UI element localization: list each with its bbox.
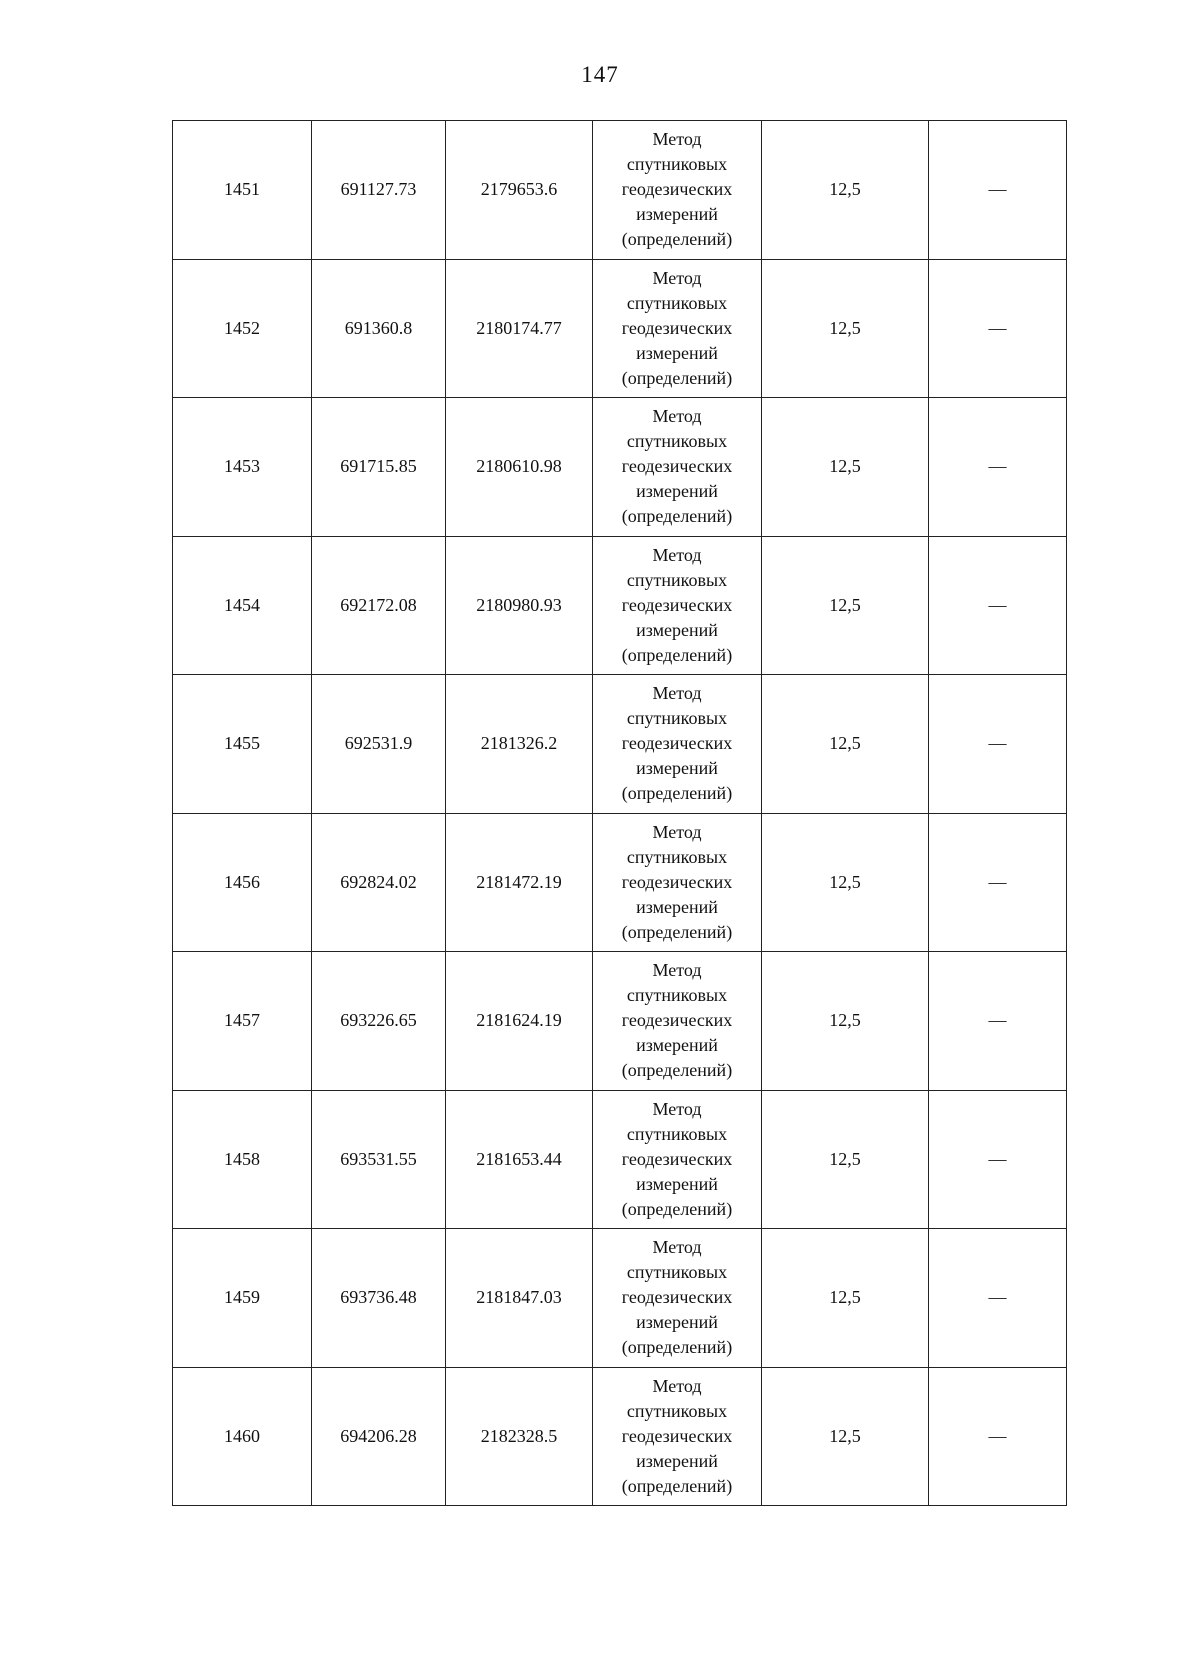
method-text-line: (определений) [621,921,733,942]
method-text-line: (определений) [621,506,733,527]
y-coordinate-cell: 2180610.98 [446,398,593,537]
method-text-line: Метод [652,683,702,704]
table-row [173,1367,1067,1506]
method-text-line: измерений [636,896,718,917]
note-cell: — [929,1229,1067,1368]
x-coordinate-cell: 693226.65 [312,952,446,1091]
table-row [173,398,1067,537]
table-body [173,121,1067,1506]
x-coordinate-cell: 691360.8 [312,259,446,398]
method-text-line: Метод [652,544,702,565]
method-text-line: геодезических [621,1010,733,1031]
point-number-cell: 1457 [173,952,312,1091]
method-text-line: (определений) [621,644,733,665]
x-coordinate-cell: 692531.9 [312,675,446,814]
y-coordinate-cell: 2181472.19 [446,813,593,952]
method-text-line: геодезических [621,1425,733,1446]
accuracy-cell: 12,5 [762,952,929,1091]
method-text-line: измерений [636,619,718,640]
method-text-line: Метод [652,1237,702,1258]
accuracy-cell: 12,5 [762,398,929,537]
method-text-line: спутниковых [626,708,728,729]
x-coordinate-cell: 692172.08 [312,536,446,675]
method-text-line: спутниковых [626,569,728,590]
accuracy-cell: 12,5 [762,1090,929,1229]
x-coordinate-cell: 694206.28 [312,1367,446,1506]
table-row [173,259,1067,398]
method-cell [593,536,762,675]
note-cell: — [929,1367,1067,1506]
method-text-line: (определений) [621,1198,733,1219]
x-coordinate-cell: 691715.85 [312,398,446,537]
method-text-line: Метод [652,1098,702,1119]
method-cell [593,952,762,1091]
method-text-line: Метод [652,1375,702,1396]
method-text-line: измерений [636,758,718,779]
y-coordinate-cell: 2180174.77 [446,259,593,398]
method-cell [593,675,762,814]
method-text-line: (определений) [621,1475,733,1496]
method-cell [593,1229,762,1368]
y-coordinate-cell: 2180980.93 [446,536,593,675]
method-cell [593,121,762,260]
method-text-line: (определений) [621,367,733,388]
method-cell [593,398,762,537]
note-cell: — [929,398,1067,537]
x-coordinate-cell: 691127.73 [312,121,446,260]
page-number: 147 [581,62,619,87]
y-coordinate-cell: 2179653.6 [446,121,593,260]
method-text-line: спутниковых [626,292,728,313]
table-row [173,536,1067,675]
accuracy-cell: 12,5 [762,259,929,398]
method-text-line: геодезических [621,594,733,615]
method-text-line: измерений [636,1035,718,1056]
point-number-cell: 1451 [173,121,312,260]
point-number-cell: 1460 [173,1367,312,1506]
method-text-line: спутниковых [626,1400,728,1421]
method-text-line: Метод [652,960,702,981]
accuracy-cell: 12,5 [762,536,929,675]
method-text-line: спутниковых [626,1262,728,1283]
method-cell [593,1090,762,1229]
method-cell [593,259,762,398]
method-text-line: геодезических [621,871,733,892]
method-text-line: Метод [652,406,702,427]
method-cell [593,1367,762,1506]
method-text-line: (определений) [621,783,733,804]
x-coordinate-cell: 693531.55 [312,1090,446,1229]
coordinates-table [172,120,1067,1506]
note-cell: — [929,536,1067,675]
point-number-cell: 1456 [173,813,312,952]
method-text-line: измерений [636,1173,718,1194]
x-coordinate-cell: 693736.48 [312,1229,446,1368]
method-text-line: (определений) [621,1060,733,1081]
y-coordinate-cell: 2181326.2 [446,675,593,814]
method-cell [593,813,762,952]
point-number-cell: 1452 [173,259,312,398]
method-text-line: измерений [636,481,718,502]
point-number-cell: 1455 [173,675,312,814]
method-text-line: геодезических [621,733,733,754]
method-text-line: спутниковых [626,154,728,175]
note-cell: — [929,675,1067,814]
method-text-line: Метод [652,129,702,150]
accuracy-cell: 12,5 [762,1367,929,1506]
method-text-line: Метод [652,267,702,288]
table-row [173,675,1067,814]
point-number-cell: 1454 [173,536,312,675]
y-coordinate-cell: 2181624.19 [446,952,593,1091]
method-text-line: спутниковых [626,1123,728,1144]
method-text-line: (определений) [621,1337,733,1358]
note-cell: — [929,952,1067,1091]
method-text-line: геодезических [621,1148,733,1169]
method-text-line: Метод [652,821,702,842]
method-text-line: спутниковых [626,985,728,1006]
x-coordinate-cell: 692824.02 [312,813,446,952]
point-number-cell: 1453 [173,398,312,537]
table-row [173,1229,1067,1368]
y-coordinate-cell: 2181847.03 [446,1229,593,1368]
accuracy-cell: 12,5 [762,675,929,814]
table-row [173,952,1067,1091]
method-text-line: спутниковых [626,846,728,867]
y-coordinate-cell: 2182328.5 [446,1367,593,1506]
note-cell: — [929,121,1067,260]
y-coordinate-cell: 2181653.44 [446,1090,593,1229]
method-text-line: геодезических [621,179,733,200]
method-text-line: геодезических [621,456,733,477]
note-cell: — [929,813,1067,952]
table-row [173,813,1067,952]
method-text-line: измерений [636,204,718,225]
method-text-line: (определений) [621,229,733,250]
table-row [173,1090,1067,1229]
method-text-line: геодезических [621,317,733,338]
accuracy-cell: 12,5 [762,1229,929,1368]
accuracy-cell: 12,5 [762,121,929,260]
note-cell: — [929,259,1067,398]
method-text-line: измерений [636,1450,718,1471]
point-number-cell: 1459 [173,1229,312,1368]
table-row [173,121,1067,260]
method-text-line: геодезических [621,1287,733,1308]
note-cell: — [929,1090,1067,1229]
method-text-line: измерений [636,342,718,363]
method-text-line: спутниковых [626,431,728,452]
point-number-cell: 1458 [173,1090,312,1229]
method-text-line: измерений [636,1312,718,1333]
accuracy-cell: 12,5 [762,813,929,952]
